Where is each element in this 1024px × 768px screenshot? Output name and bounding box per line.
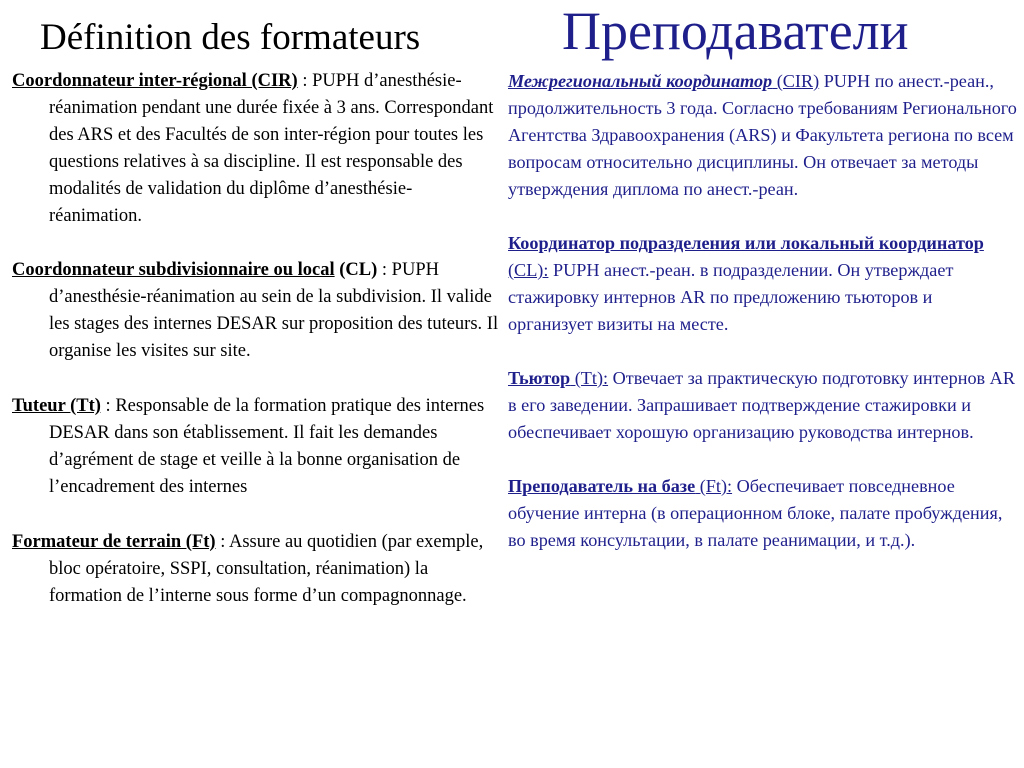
term-cl-ru: Координатор подразделения или локальный координатор <box>508 233 984 253</box>
term-tt-fr: Tuteur (Tt) <box>12 396 101 416</box>
abbr-ft-ru: (Ft): <box>695 476 733 496</box>
term-tt-ru: Тьютор <box>508 368 571 388</box>
definition-text: PUPH по анест.-реан., продолжительность 3 года. Согласно требованиям Регионального Агентства Здравоохранения (ARS) и Факультета региона по всем вопросам относительно дисциплины. Он отвечает за методы утверждения диплома по анест.-реан. <box>508 71 1017 199</box>
definition-text: Assure au quotidien (par exemple, bloc opératoire, SSPI, consultation, réanimation) la formation de l’interne sous forme d’un compagnonnage. <box>49 532 484 606</box>
definition-cir-fr <box>12 68 504 230</box>
french-column <box>12 68 504 610</box>
abbr-cl-ru: (CL): <box>508 260 549 280</box>
definition-tt-fr <box>12 393 504 501</box>
term-cl-fr: Coordonnateur subdivisionnaire ou local <box>12 260 335 280</box>
abbr-tt-ru: (Tt): <box>570 368 609 388</box>
term-cir-ru: Межрегиональный координатор <box>508 71 773 91</box>
separator: : <box>100 396 116 416</box>
definition-text: Отвечает за практическую подготовку интернов AR в его заведении. Запрашивает подтверждение стажировки и обеспечивает хорошую организацию руководства интернов. <box>508 368 1015 442</box>
abbr-cl-fr: (CL) <box>334 260 378 280</box>
definition-ft-ru <box>508 473 1018 554</box>
abbr-cir-ru: (CIR) <box>772 71 820 91</box>
definition-text: PUPH d’anesthésie-réanimation pendant une durée fixée à 3 ans. Correspondant des ARS et des Facultés de son inter-région pour toutes les questions relatives à sa discipline. Il est responsable des modalités de validation du diplôme d’anesthésie-réanimation. <box>49 71 494 226</box>
definition-tt-ru <box>508 365 1018 446</box>
definition-text: Обеспечивает повседневное обучение интерна (в операционном блоке, палате пробуждения, во время консультации, в палате реанимации, и т.д.). <box>508 476 1003 550</box>
definition-text: PUPH d’anesthésie-réanimation au sein de la subdivision. Il valide les stages des internes DESAR sur proposition des tuteurs. Il organise les visites sur site. <box>49 260 499 361</box>
separator: : <box>215 532 229 552</box>
separator: : <box>297 71 313 91</box>
page-title-french: Définition des formateurs <box>40 17 421 58</box>
definition-text: Responsable de la formation pratique des internes DESAR dans son établissement. Il fait les demandes d’agrément de stage et veille à la bonne organisation de l’encadrement des internes <box>49 396 485 497</box>
definition-cir-ru <box>508 68 1018 203</box>
term-ft-fr: Formateur de terrain (Ft) <box>12 532 216 552</box>
definition-cl-fr <box>12 257 504 365</box>
definition-text: PUPH анест.-реан. в подразделении. Он утверждает стажировку интернов AR по предложению тьюторов и организует визиты на месте. <box>508 260 954 334</box>
definition-ft-fr <box>12 529 504 610</box>
term-cir-fr: Coordonnateur inter-régional (CIR) <box>12 71 298 91</box>
russian-column <box>508 68 1018 554</box>
page-title-russian: Преподаватели <box>562 1 909 61</box>
term-ft-ru: Преподаватель на базе <box>508 476 696 496</box>
definition-cl-ru <box>508 230 1018 338</box>
separator: : <box>377 260 392 280</box>
